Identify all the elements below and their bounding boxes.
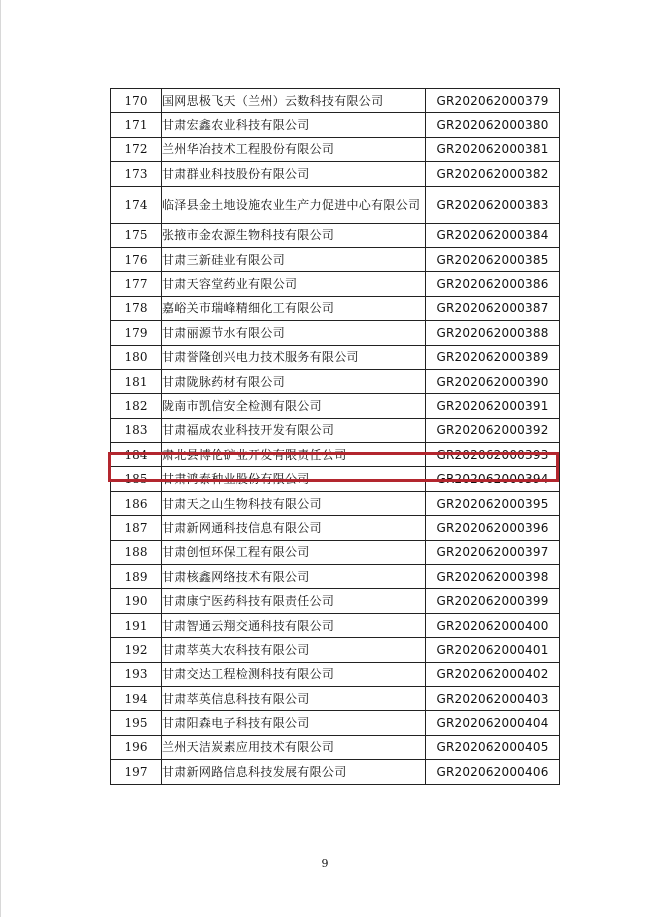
- table-row: [111, 394, 560, 418]
- table-row: [111, 760, 560, 784]
- table-row: [111, 247, 560, 271]
- company-name: 甘肃福成农业科技开发有限公司: [162, 418, 426, 442]
- table-row: [111, 113, 560, 137]
- table-row: [111, 662, 560, 686]
- certificate-code: GR202062000383: [426, 186, 560, 223]
- company-name: 甘肃陇脉药材有限公司: [162, 369, 426, 393]
- company-name: 甘肃誉隆创兴电力技术服务有限公司: [162, 345, 426, 369]
- row-number: 170: [111, 89, 162, 113]
- table-row: [111, 491, 560, 515]
- certificate-code: GR202062000381: [426, 137, 560, 161]
- company-name: 兰州华冶技术工程股份有限公司: [162, 137, 426, 161]
- certificate-code: GR202062000385: [426, 247, 560, 271]
- certificate-code: GR202062000400: [426, 613, 560, 637]
- table-row: [111, 638, 560, 662]
- certificate-code: GR202062000399: [426, 589, 560, 613]
- row-number: 195: [111, 711, 162, 735]
- company-name: 甘肃新网通科技信息有限公司: [162, 516, 426, 540]
- certificate-code: GR202062000404: [426, 711, 560, 735]
- company-name: 甘肃智通云翔交通科技有限公司: [162, 613, 426, 637]
- row-number: 183: [111, 418, 162, 442]
- row-number: 193: [111, 662, 162, 686]
- row-number: 177: [111, 272, 162, 296]
- certificate-code: GR202062000401: [426, 638, 560, 662]
- row-number: 188: [111, 540, 162, 564]
- row-number: 194: [111, 686, 162, 710]
- certificate-code: GR202062000386: [426, 272, 560, 296]
- table-row: [111, 137, 560, 161]
- row-number: 178: [111, 296, 162, 320]
- certificate-code: GR202062000396: [426, 516, 560, 540]
- row-number: 174: [111, 186, 162, 223]
- company-name: 甘肃天之山生物科技有限公司: [162, 491, 426, 515]
- company-name: 甘肃核鑫网络技术有限公司: [162, 565, 426, 589]
- company-name: 兰州天洁炭素应用技术有限公司: [162, 735, 426, 759]
- certificate-code: GR202062000397: [426, 540, 560, 564]
- table-row: [111, 89, 560, 113]
- company-name: 甘肃丽源节水有限公司: [162, 321, 426, 345]
- company-name: 甘肃三新硅业有限公司: [162, 247, 426, 271]
- certificate-code: GR202062000384: [426, 223, 560, 247]
- company-name: 甘肃创恒环保工程有限公司: [162, 540, 426, 564]
- table-row: [111, 711, 560, 735]
- table-row: [111, 272, 560, 296]
- row-number: 197: [111, 760, 162, 784]
- company-name: 甘肃萃英大农科技有限公司: [162, 638, 426, 662]
- row-number: 172: [111, 137, 162, 161]
- company-name: 甘肃宏鑫农业科技有限公司: [162, 113, 426, 137]
- certificate-code: GR202062000392: [426, 418, 560, 442]
- row-number: 185: [111, 467, 162, 491]
- certificate-code: GR202062000390: [426, 369, 560, 393]
- company-name: 甘肃鸿泰种业股份有限公司: [162, 467, 426, 491]
- company-name: 甘肃萃英信息科技有限公司: [162, 686, 426, 710]
- table-row: [111, 418, 560, 442]
- table-row: [111, 540, 560, 564]
- row-number: 196: [111, 735, 162, 759]
- row-number: 171: [111, 113, 162, 137]
- table-row: [111, 516, 560, 540]
- certificate-code: GR202062000398: [426, 565, 560, 589]
- company-table: [110, 88, 560, 785]
- table-row: [111, 321, 560, 345]
- certificate-code: GR202062000406: [426, 760, 560, 784]
- table-row: [111, 296, 560, 320]
- company-name: 张掖市金农源生物科技有限公司: [162, 223, 426, 247]
- table-row: [111, 613, 560, 637]
- row-number: 191: [111, 613, 162, 637]
- company-name: 甘肃交达工程检测科技有限公司: [162, 662, 426, 686]
- row-number: 187: [111, 516, 162, 540]
- certificate-code: GR202062000395: [426, 491, 560, 515]
- row-number: 184: [111, 443, 162, 467]
- table-row-highlighted: [111, 443, 560, 467]
- company-name: 国网思极飞天（兰州）云数科技有限公司: [162, 89, 426, 113]
- table-row: [111, 686, 560, 710]
- company-name: 陇南市凯信安全检测有限公司: [162, 394, 426, 418]
- certificate-code: GR202062000394: [426, 467, 560, 491]
- company-name: 甘肃阳森电子科技有限公司: [162, 711, 426, 735]
- company-name: 临泽县金土地设施农业生产力促进中心有限公司: [162, 186, 426, 223]
- certificate-code: GR202062000402: [426, 662, 560, 686]
- certificate-code: GR202062000405: [426, 735, 560, 759]
- company-name: 甘肃天容堂药业有限公司: [162, 272, 426, 296]
- certificate-code: GR202062000403: [426, 686, 560, 710]
- company-name: 甘肃群业科技股份有限公司: [162, 162, 426, 186]
- row-number: 181: [111, 369, 162, 393]
- table-row: [111, 735, 560, 759]
- table-row: [111, 223, 560, 247]
- certificate-code: GR202062000382: [426, 162, 560, 186]
- row-number: 192: [111, 638, 162, 662]
- table-row: [111, 565, 560, 589]
- certificate-code: GR202062000391: [426, 394, 560, 418]
- company-name: 肃北县博伦矿业开发有限责任公司: [162, 443, 426, 467]
- certificate-code: GR202062000387: [426, 296, 560, 320]
- row-number: 190: [111, 589, 162, 613]
- table-row: [111, 345, 560, 369]
- company-name: 甘肃康宁医药科技有限责任公司: [162, 589, 426, 613]
- row-number: 186: [111, 491, 162, 515]
- table-row: [111, 467, 560, 491]
- page-number: 9: [321, 857, 329, 870]
- row-number: 173: [111, 162, 162, 186]
- row-number: 180: [111, 345, 162, 369]
- company-name: 嘉峪关市瑞峰精细化工有限公司: [162, 296, 426, 320]
- certificate-code: GR202062000380: [426, 113, 560, 137]
- table-row: [111, 186, 560, 223]
- table-row: [111, 589, 560, 613]
- row-number: 182: [111, 394, 162, 418]
- company-name: 甘肃新网路信息科技发展有限公司: [162, 760, 426, 784]
- row-number: 176: [111, 247, 162, 271]
- row-number: 175: [111, 223, 162, 247]
- row-number: 189: [111, 565, 162, 589]
- certificate-code: GR202062000389: [426, 345, 560, 369]
- certificate-code: GR202062000379: [426, 89, 560, 113]
- table-row: [111, 369, 560, 393]
- table-row: [111, 162, 560, 186]
- page-edge: [0, 0, 1, 917]
- certificate-code: GR202062000388: [426, 321, 560, 345]
- certificate-code: GR202062000393: [426, 443, 560, 467]
- row-number: 179: [111, 321, 162, 345]
